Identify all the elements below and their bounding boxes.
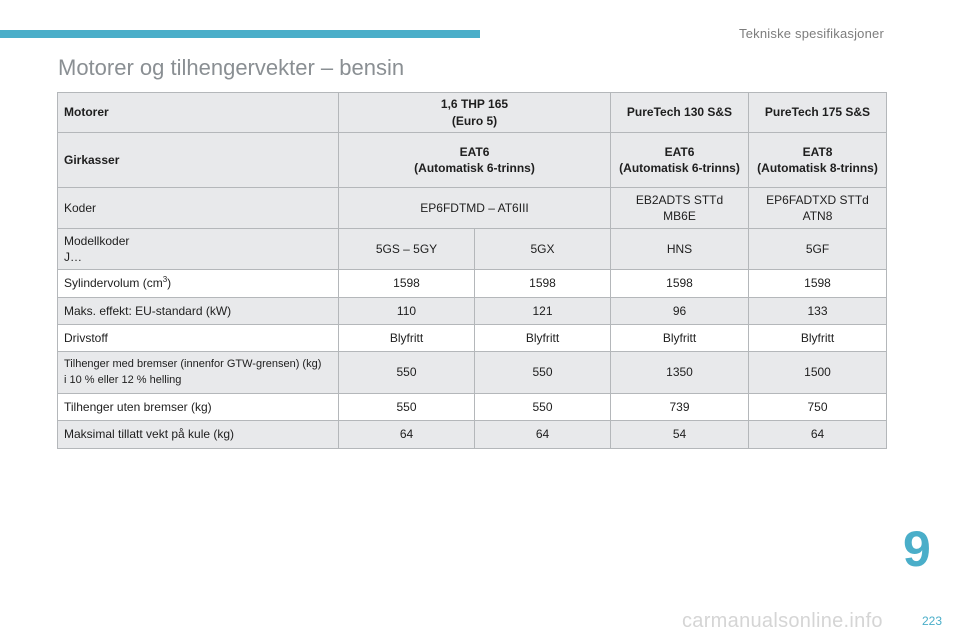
table-cell: 1598	[749, 270, 887, 298]
row-label: Motorer	[58, 93, 339, 133]
table-cell: 1598	[475, 270, 611, 298]
table-cell	[339, 93, 611, 133]
table-cell: 5GS – 5GY	[339, 229, 475, 270]
table-cell	[749, 188, 887, 229]
table-cell: 739	[611, 394, 749, 421]
cell-line: EAT8	[802, 144, 833, 159]
table-cell: 5GF	[749, 229, 887, 270]
spec-table	[57, 92, 887, 449]
table-row-braked-trailer	[58, 352, 887, 394]
cell-line: Modellkoder	[64, 233, 130, 248]
cell-line: 1,6 THP 165	[440, 97, 509, 112]
table-cell: HNS	[611, 229, 749, 270]
cell-line: Tilhenger med bremser (innenfor GTW-grensen) (kg)	[64, 357, 322, 370]
table-cell: Blyfritt	[749, 325, 887, 352]
table-cell: 110	[339, 298, 475, 325]
table-cell: 1350	[611, 352, 749, 394]
table-cell: 1500	[749, 352, 887, 394]
superscript: 3	[162, 275, 168, 285]
cell-line: EP6FADTXD STTd	[766, 192, 869, 207]
section-header: Tekniske spesifikasjoner	[739, 26, 884, 41]
cell-line: EAT6	[459, 144, 490, 159]
table-row-gearbox	[58, 133, 887, 188]
cell-line: EB2ADTS STTd	[635, 192, 724, 207]
cell-line: J…	[64, 250, 82, 264]
page-number: 223	[921, 614, 942, 628]
table-cell: EP6FDTMD – AT6III	[339, 188, 611, 229]
table-row-codes	[58, 188, 887, 229]
cell-line: (Automatisk 6-trinns)	[619, 161, 740, 175]
table-cell: 64	[475, 421, 611, 449]
row-label	[58, 229, 339, 270]
table-cell: 550	[339, 394, 475, 421]
row-label: Koder	[58, 188, 339, 229]
table-cell	[611, 133, 749, 188]
row-label: Maks. effekt: EU-standard (kW)	[58, 298, 339, 325]
table-row-displacement	[58, 270, 887, 298]
table-cell: 550	[475, 352, 611, 394]
table-cell: 121	[475, 298, 611, 325]
table-cell: 750	[749, 394, 887, 421]
cell-line: (Euro 5)	[451, 113, 498, 128]
table-cell: 64	[749, 421, 887, 449]
table-cell	[749, 133, 887, 188]
table-cell: 96	[611, 298, 749, 325]
table-cell: PureTech 130 S&S	[611, 93, 749, 133]
cell-line: (Automatisk 6-trinns)	[414, 161, 535, 175]
row-label: Drivstoff	[58, 325, 339, 352]
cell-line: Sylindervolum (cm	[64, 276, 163, 291]
cell-line: i 10 % eller 12 % helling	[64, 373, 182, 386]
chapter-number: 9	[903, 521, 931, 577]
row-label	[58, 352, 339, 394]
row-label	[58, 270, 339, 298]
table-cell: 1598	[611, 270, 749, 298]
table-cell: 133	[749, 298, 887, 325]
table-row-power	[58, 298, 887, 325]
table-cell	[339, 133, 611, 188]
table-row-fuel	[58, 325, 887, 352]
table-row-towball	[58, 421, 887, 449]
table-cell: Blyfritt	[475, 325, 611, 352]
header-accent-bar	[0, 30, 480, 38]
row-label: Girkasser	[58, 133, 339, 188]
table-cell: 64	[339, 421, 475, 449]
table-row-unbraked-trailer	[58, 394, 887, 421]
table-cell	[611, 188, 749, 229]
table-cell: 550	[475, 394, 611, 421]
cell-line: )	[167, 276, 172, 291]
table-cell: 5GX	[475, 229, 611, 270]
row-label: Maksimal tillatt vekt på kule (kg)	[58, 421, 339, 449]
cell-line: EAT6	[664, 144, 695, 159]
cell-line: MB6E	[663, 209, 696, 223]
row-label: Tilhenger uten bremser (kg)	[58, 394, 339, 421]
table-row-model-codes	[58, 229, 887, 270]
table-cell: Blyfritt	[339, 325, 475, 352]
watermark: carmanualsonline.info	[682, 610, 883, 632]
table-cell: PureTech 175 S&S	[749, 93, 887, 133]
table-row-engines	[58, 93, 887, 133]
table-cell: 54	[611, 421, 749, 449]
cell-line: ATN8	[802, 209, 833, 223]
table-cell: Blyfritt	[611, 325, 749, 352]
page-title: Motorer og tilhengervekter – bensin	[58, 55, 405, 80]
cell-line: (Automatisk 8-trinns)	[757, 161, 878, 175]
table-cell: 550	[339, 352, 475, 394]
table-cell: 1598	[339, 270, 475, 298]
